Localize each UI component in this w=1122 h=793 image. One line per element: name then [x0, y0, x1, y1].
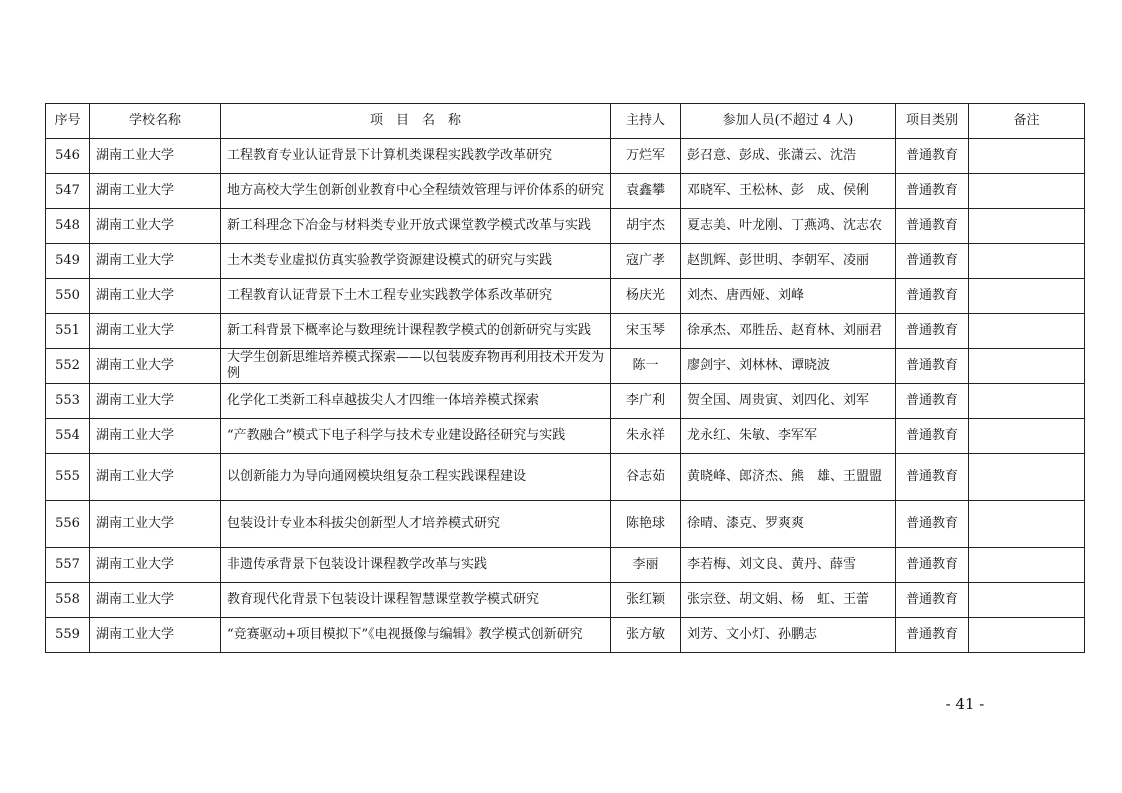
leader-cell: 李广利: [611, 384, 681, 419]
note-cell: [969, 501, 1085, 548]
members-cell: 张宗登、胡文娟、杨 虹、王蕾: [681, 583, 896, 618]
serial-cell: 546: [46, 139, 90, 174]
project-table: [45, 103, 1085, 653]
table-row: [46, 174, 1085, 209]
note-cell: [969, 419, 1085, 454]
leader-cell: 谷志茹: [611, 454, 681, 501]
note-cell: [969, 314, 1085, 349]
serial-cell: 555: [46, 454, 90, 501]
serial-cell: 550: [46, 279, 90, 314]
leader-cell: 袁鑫攀: [611, 174, 681, 209]
project-cell: “竞赛驱动+项目模拟下”《电视摄像与编辑》教学模式创新研究: [221, 618, 611, 653]
table-row: [46, 349, 1085, 384]
table-row: [46, 548, 1085, 583]
serial-cell: 552: [46, 349, 90, 384]
note-cell: [969, 244, 1085, 279]
serial-cell: 559: [46, 618, 90, 653]
leader-cell: 胡宇杰: [611, 209, 681, 244]
category-cell: 普通教育: [896, 384, 969, 419]
project-cell: 大学生创新思维培养模式探索——以包装废弃物再利用技术开发为例: [221, 349, 611, 384]
header-members: 参加人员(不超过 4 人): [681, 104, 896, 139]
table-row: [46, 279, 1085, 314]
table-row: [46, 384, 1085, 419]
note-cell: [969, 139, 1085, 174]
table-row: [46, 618, 1085, 653]
category-cell: 普通教育: [896, 279, 969, 314]
project-cell: 地方高校大学生创新创业教育中心全程绩效管理与评价体系的研究: [221, 174, 611, 209]
category-cell: 普通教育: [896, 174, 969, 209]
leader-cell: 李丽: [611, 548, 681, 583]
project-table-container: [45, 103, 1084, 653]
serial-cell: 551: [46, 314, 90, 349]
header-note: 备注: [969, 104, 1085, 139]
header-school: 学校名称: [90, 104, 221, 139]
category-cell: 普通教育: [896, 209, 969, 244]
table-row: [46, 419, 1085, 454]
members-cell: 邓晓军、王松林、彭 成、侯俐: [681, 174, 896, 209]
category-cell: 普通教育: [896, 454, 969, 501]
note-cell: [969, 454, 1085, 501]
note-cell: [969, 618, 1085, 653]
note-cell: [969, 384, 1085, 419]
school-cell: 湖南工业大学: [90, 384, 221, 419]
serial-cell: 558: [46, 583, 90, 618]
school-cell: 湖南工业大学: [90, 583, 221, 618]
note-cell: [969, 174, 1085, 209]
leader-cell: 张方敏: [611, 618, 681, 653]
header-project: 项 目 名 称: [221, 104, 611, 139]
header-category: 项目类别: [896, 104, 969, 139]
members-cell: 赵凯辉、彭世明、李朝军、凌丽: [681, 244, 896, 279]
leader-cell: 张红颖: [611, 583, 681, 618]
school-cell: 湖南工业大学: [90, 349, 221, 384]
project-cell: 新工科背景下概率论与数理统计课程教学模式的创新研究与实践: [221, 314, 611, 349]
project-cell: 化学化工类新工科卓越拔尖人才四维一体培养模式探索: [221, 384, 611, 419]
category-cell: 普通教育: [896, 583, 969, 618]
members-cell: 李若梅、刘文良、黄丹、薛雪: [681, 548, 896, 583]
members-cell: 刘芳、文小灯、孙鹏志: [681, 618, 896, 653]
category-cell: 普通教育: [896, 244, 969, 279]
serial-cell: 554: [46, 419, 90, 454]
serial-cell: 548: [46, 209, 90, 244]
members-cell: 徐承杰、邓胜岳、赵育林、刘丽君: [681, 314, 896, 349]
school-cell: 湖南工业大学: [90, 174, 221, 209]
table-header-row: [46, 104, 1085, 139]
school-cell: 湖南工业大学: [90, 279, 221, 314]
project-cell: 教育现代化背景下包装设计课程智慧课堂教学模式研究: [221, 583, 611, 618]
header-serial: 序号: [46, 104, 90, 139]
school-cell: 湖南工业大学: [90, 501, 221, 548]
school-cell: 湖南工业大学: [90, 139, 221, 174]
members-cell: 徐晴、漆克、罗爽爽: [681, 501, 896, 548]
leader-cell: 万烂军: [611, 139, 681, 174]
school-cell: 湖南工业大学: [90, 209, 221, 244]
school-cell: 湖南工业大学: [90, 548, 221, 583]
table-row: [46, 314, 1085, 349]
category-cell: 普通教育: [896, 618, 969, 653]
table-row: [46, 583, 1085, 618]
leader-cell: 寇广孝: [611, 244, 681, 279]
project-cell: 工程教育专业认证背景下计算机类课程实践教学改革研究: [221, 139, 611, 174]
members-cell: 刘杰、唐西娅、刘峰: [681, 279, 896, 314]
school-cell: 湖南工业大学: [90, 244, 221, 279]
members-cell: 龙永红、朱敏、李军军: [681, 419, 896, 454]
note-cell: [969, 349, 1085, 384]
table-row: [46, 454, 1085, 501]
members-cell: 夏志美、叶龙刚、丁燕鸿、沈志农: [681, 209, 896, 244]
leader-cell: 陈艳球: [611, 501, 681, 548]
serial-cell: 547: [46, 174, 90, 209]
note-cell: [969, 548, 1085, 583]
header-leader: 主持人: [611, 104, 681, 139]
leader-cell: 杨庆光: [611, 279, 681, 314]
project-cell: “产教融合”模式下电子科学与技术专业建设路径研究与实践: [221, 419, 611, 454]
project-cell: 以创新能力为导向通网模块组复杂工程实践课程建设: [221, 454, 611, 501]
note-cell: [969, 279, 1085, 314]
category-cell: 普通教育: [896, 548, 969, 583]
table-body: [46, 139, 1085, 653]
note-cell: [969, 209, 1085, 244]
table-row: [46, 139, 1085, 174]
serial-cell: 553: [46, 384, 90, 419]
category-cell: 普通教育: [896, 419, 969, 454]
table-row: [46, 209, 1085, 244]
project-cell: 土木类专业虚拟仿真实验教学资源建设模式的研究与实践: [221, 244, 611, 279]
serial-cell: 556: [46, 501, 90, 548]
members-cell: 廖剑宇、刘林林、谭晓波: [681, 349, 896, 384]
serial-cell: 557: [46, 548, 90, 583]
note-cell: [969, 583, 1085, 618]
project-cell: 新工科理念下冶金与材料类专业开放式课堂教学模式改革与实践: [221, 209, 611, 244]
leader-cell: 陈一: [611, 349, 681, 384]
school-cell: 湖南工业大学: [90, 618, 221, 653]
leader-cell: 朱永祥: [611, 419, 681, 454]
members-cell: 彭召意、彭成、张潇云、沈浩: [681, 139, 896, 174]
category-cell: 普通教育: [896, 501, 969, 548]
leader-cell: 宋玉琴: [611, 314, 681, 349]
project-cell: 包装设计专业本科拔尖创新型人才培养模式研究: [221, 501, 611, 548]
members-cell: 贺全国、周贵寅、刘四化、刘军: [681, 384, 896, 419]
page-number: - 41 -: [945, 695, 985, 713]
members-cell: 黄晓峰、郎济杰、熊 雄、王盟盟: [681, 454, 896, 501]
table-row: [46, 244, 1085, 279]
category-cell: 普通教育: [896, 349, 969, 384]
school-cell: 湖南工业大学: [90, 419, 221, 454]
project-cell: 非遗传承背景下包装设计课程教学改革与实践: [221, 548, 611, 583]
table-row: [46, 501, 1085, 548]
school-cell: 湖南工业大学: [90, 314, 221, 349]
category-cell: 普通教育: [896, 139, 969, 174]
serial-cell: 549: [46, 244, 90, 279]
school-cell: 湖南工业大学: [90, 454, 221, 501]
project-cell: 工程教育认证背景下土木工程专业实践教学体系改革研究: [221, 279, 611, 314]
category-cell: 普通教育: [896, 314, 969, 349]
